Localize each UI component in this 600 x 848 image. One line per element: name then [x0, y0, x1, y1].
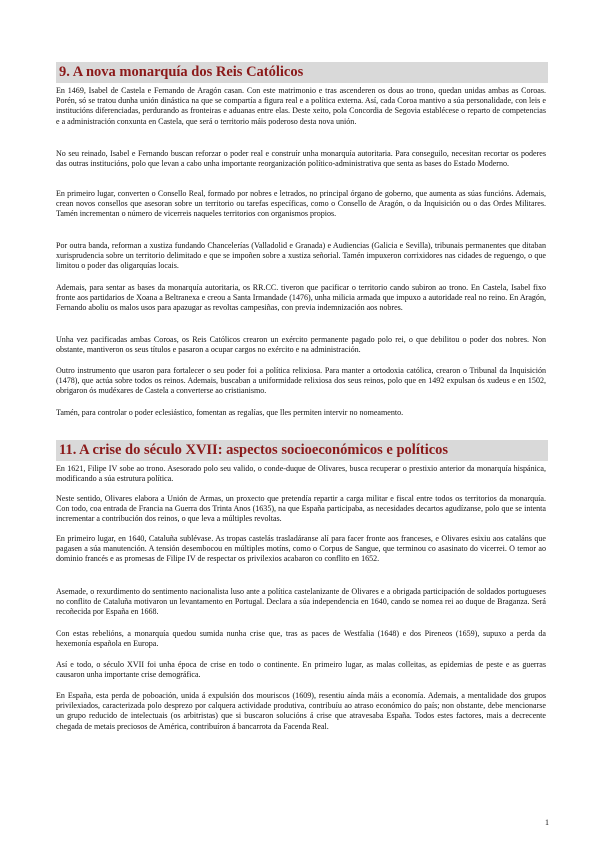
- paragraph: Así e todo, o século XVII foi unha época de crise en todo o continente. En primeiro lugar, as malas colleitas, as epidemias de peste e as guerras causaron unha importante crise demográfica.: [56, 660, 546, 680]
- paragraph: Neste sentido, Olivares elabora a Unión de Armas, un proxecto que pretendía repartir a carga militar e fiscal entre todos os territorios da monarquía. Con todo, coa entrada de Francia na Guerra dos Trinta Anos (1635), na que España participaba, as necesidades decartos agudízanse, polo que se intenta incrementar a contribución dos reinos, o que leva a múltiples revoltas.: [56, 494, 546, 524]
- section-heading: 9. A nova monarquía dos Reis Católicos: [56, 62, 548, 83]
- paragraph: Tamén, para controlar o poder eclesiástico, fomentan as regalías, que lles permiten intervir no nomeamento.: [56, 408, 404, 417]
- paragraph: No seu reinado, Isabel e Fernando buscan reforzar o poder real e construír unha monarquía autoritaria. Para conseguilo, necesitan recortar os poderes das outras institucións, polo que levan a cabo unha importante reorganización político-administrativa que senta as bases do Estado Moderno.: [56, 149, 546, 169]
- paragraph: Unha vez pacificadas ambas Coroas, os Reis Católicos crearon un exército permanente pagado polo rei, o que debilitou o poder dos nobres. Non obstante, mantiveron os seus títulos e pasaron a ocupar cargos no exército e na administración.: [56, 335, 546, 355]
- section-heading: 11. A crise do século XVII: aspectos socioeconómicos e políticos: [56, 440, 548, 461]
- paragraph: Con estas rebelións, a monarquía quedou sumida nunha crise que, tras as paces de Westfalia (1648) e dos Pireneos (1659), supuxo a perda da hexemonía española en Europa.: [56, 629, 546, 649]
- paragraph: Por outra banda, reforman a xustiza fundando Chancelerías (Valladolid e Granada) e Audiencias (Galicia e Sevilla), tribunais permanentes que ditaban xurisprudencia sobre un territorio delimitado e que se impoñen sobre a xustiza señorial. Tamén impuxeron corrixidores nas cidades de reguengo, o que limitou o poder das oligarquías locais.: [56, 241, 546, 271]
- paragraph: Outro instrumento que usaron para fortalecer o seu poder foi a política relixiosa. Para manter a ortodoxia católica, crearon o Tribunal da Inquisición (1478), que actúa sobre todos os reinos. Ademais, buscaban a uniformidade relixiosa dos seus reinos, polo que en 1492 expulsan ós xudeus e en 1502, obrigaron ós mudéxares de Castela a converterse ao cristianismo.: [56, 366, 546, 396]
- paragraph: Asemade, o rexurdimento do sentimento nacionalista luso ante a política castelanizante de Olivares e a obrigada participación de soldados portugueses no conflito de Cataluña motivaron un levantamento en Portugal. Declara a súa independencia en 1640, cando se nomea rei ao duque de Braganza. Será recoñecida por España en 1668.: [56, 587, 546, 617]
- paragraph: En España, esta perda de poboación, unida á expulsión dos mouriscos (1609), resentiu aínda máis a economía. Ademais, a mentalidade dos grupos privilexiados, caracterizada polo desprezo por calquera actividade produtiva, contribuíu ao atraso económico do país; non obstante, debe mencionarse un grupo reducido de intelectuais (os arbitristas) que si buscaron solucións á crise que atravesaba España. Todos estes factores, mais a decrecente chegada de metais preciosos de América, contribuíron á bancarrota da Facenda Real.: [56, 691, 546, 731]
- paragraph: Ademais, para sentar as bases da monarquía autoritaria, os RR.CC. tiveron que pacificar o territorio cando subiron ao trono. En Castela, Isabel fixo fronte aos partidarios de Xoana a Beltranexa e creou a Santa Irmandade (1476), unha milicia armada que impuxo a autoridade real no reino. En Aragón, Fernando aboliu os malos usos para apazugar as revoltas campesiñas, con previa indemnización aos nobres.: [56, 283, 546, 313]
- paragraph: En primeiro lugar, en 1640, Cataluña sublévase. As tropas castelás trasladáranse alí para facer fronte aos franceses, e Olivares esixiu aos cataláns que pagasen a súa manutención. A tensión desembocou en múltiples motíns, como o Corpus de Sangue, que terminou co asasinato do vicerrei. O temor ao dominio francés e as promesas de Filipe IV de respectar os privilexios acabaron co conflito en 1652.: [56, 534, 546, 564]
- paragraph: En 1469, Isabel de Castela e Fernando de Aragón casan. Con este matrimonio e tras ascenderen os dous ao trono, quedan unidas ambas as Coroas. Porén, só se tratou dunha unión dinástica na que se compartía a figura real e a política externa. Así, cada Coroa mantivo a súa personalidade, con leis e institucións diferenciadas, perdurando as fronteiras e aduanas entre elas. Deste xeito, pola Concordia de Segovia establécese o reparto de competencias e a administración conxunta en Castela, que será o territorio máis poderoso desta nova unión.: [56, 86, 546, 126]
- page-number: 1: [545, 818, 549, 827]
- paragraph: En primeiro lugar, converten o Consello Real, formado por nobres e letrados, no principal órgano de goberno, que aumenta as súas funcións. Ademais, crean novos consellos que asesoran sobre un territorio ou tarefas específicas, como o Consello de Aragón, o da Inquisición ou o das Ordes Militares. Tamén incrementan o número de vicerreis naqueles territorios con organismos propios.: [56, 189, 546, 219]
- paragraph: En 1621, Filipe IV sobe ao trono. Asesorado polo seu valido, o conde-duque de Olivares, busca recuperar o prestixio anterior da monarquía hispánica, modificando a súa estrutura política.: [56, 464, 546, 484]
